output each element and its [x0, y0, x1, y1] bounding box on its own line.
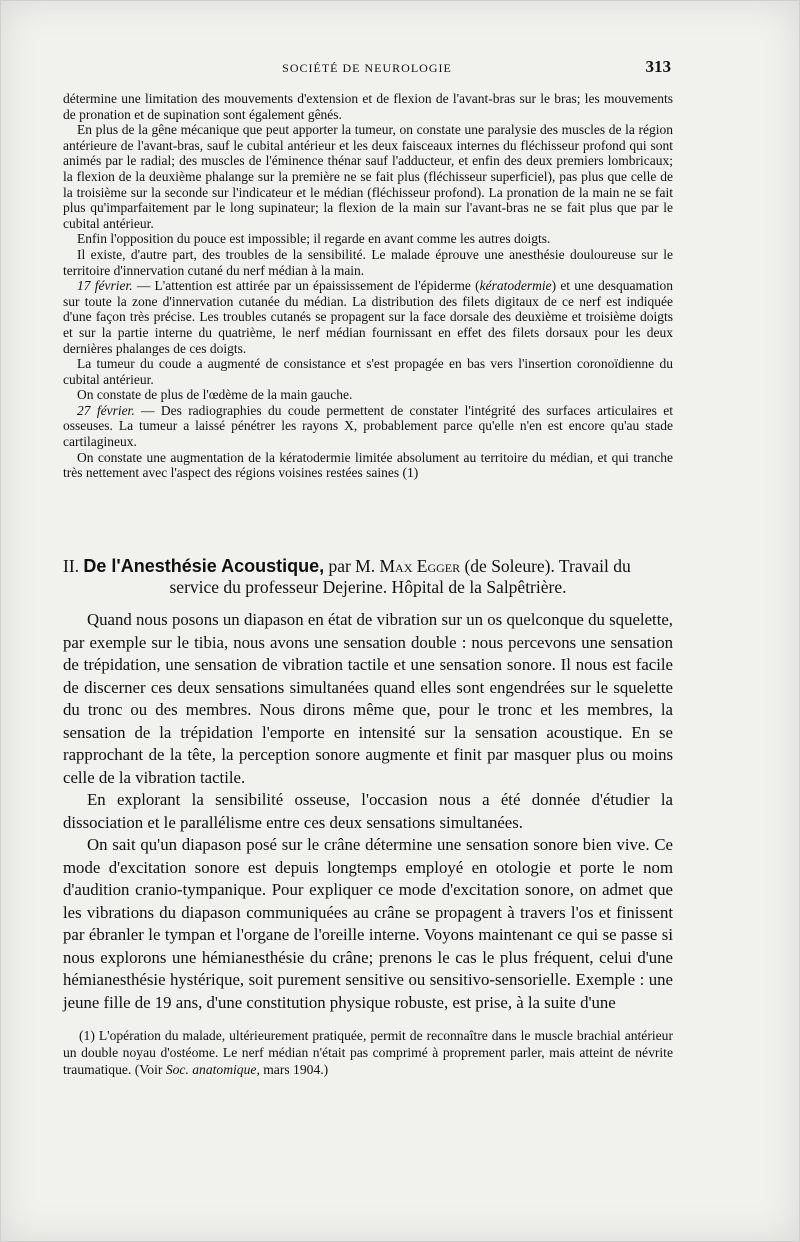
entry-date: 17 février. — [77, 278, 133, 294]
entry-date: 27 février. — [77, 402, 135, 418]
section-author: Max Egger — [379, 556, 461, 576]
case-paragraph: Il existe, d'autre part, des troubles de la sensibilité. Le malade éprouve une anesthésie douloureuse sur le territoire d'innervation cutané du nerf médian à la main. — [63, 246, 673, 278]
section-affiliation: (de Soleure). Travail du — [460, 556, 631, 576]
case-paragraph: En plus de la gêne mécanique que peut apporter la tumeur, on constate une paralysie des muscles de la région antérieure de l'avant-bras, sauf le cubital antérieur et les deux faisceaux internes du fléchisseur profond qui sont animés par le radial; des muscles de l'éminence thénar sauf l'adducteur, et enfin des deux premiers lombricaux; la flexion de la deuxième phalange sur la première ne se fait plus (fléchisseur superficiel), pas plus que celle de la troisième sur la seconde sur l'indicateur et le médian (fléchisseur profond). La pronation de la main ne se fait plus qu'imparfaitement par le long supinateur; la flexion de la main sur l'avant-bras ne se fait plus que par le cubital antérieur. — [63, 122, 673, 231]
case-paragraph: La tumeur du coude a augmenté de consistance et s'est propagée en bas vers l'insertion coronoïdienne du cubital antérieur. — [63, 356, 673, 387]
body-paragraph: En explorant la sensibilité osseuse, l'occasion nous a été donnée d'étudier la dissociation et le parallélisme entre ces deux sensations simultanées. — [63, 790, 673, 832]
case-paragraph: On constate de plus de l'œdème de la main gauche. — [77, 387, 353, 403]
case-paragraph: Enfin l'opposition du pouce est impossible; il regarde en avant comme les autres doigts. — [77, 231, 551, 247]
section-affiliation-line2: service du professeur Dejerine. Hôpital de la Salpêtrière. — [169, 577, 567, 597]
term: kératodermie — [479, 278, 552, 294]
footnote-text: (1) L'opération du malade, ultérieurement pratiquée, permit de reconnaître dans le muscle brachial antérieur un double noyau d'ostéome. Le nerf médian n'était pas comprimé à proprement parler, mais atteint de névrite traumatique. (Voir — [63, 1028, 673, 1077]
page-number: 313 — [645, 57, 671, 76]
case-text: — Des radiographies du coude permettent de constater l'intégrité des surfaces articulaires et osseuses. La tumeur a laissé pénétrer les rayons X, probablement parce qu'elle n'en est encore qu'au stade cartilagineux. — [63, 402, 673, 450]
section-by: par M. — [324, 556, 380, 576]
page-header — [63, 59, 671, 79]
section-number: II. — [63, 556, 84, 576]
running-head: SOCIÉTÉ DE NEUROLOGIE — [282, 61, 452, 75]
body-paragraph: Quand nous posons un diapason en état de vibration sur un os quelconque du squelette, par exemple sur le tibia, nous avons une sensation double : nous percevons une sensation de trépidation, une sensation de vibration tactile et une sensation sonore. Il nous est facile de discerner ces deux sensations simultanées quand elles sont engendrées sur le squelette du tronc ou des membres. Nous dirons même que, pour le tronc et les membres, la sensation de la trépidation l'emporte en intensité sur la sensation acoustique. En se rapprochant de la tête, la perception sonore augmente et finit par masquer plus ou moins celle de la vibration tactile. — [63, 610, 673, 787]
footnote-source: Soc. anatomique — [165, 1062, 257, 1077]
footnote-paragraph — [63, 1027, 673, 1078]
case-report — [63, 91, 673, 481]
body-paragraph: On sait qu'un diapason posé sur le crâne détermine une sensation sonore bien vive. Ce mode d'excitation sonore est depuis longtemps employé en otologie et porte le nom d'audition cranio-tympanique. Pour expliquer ce mode d'excitation sonore, on admet que les vibrations du diapason communiquées au crâne se propagent à travers l'os et finissent par ébranler le tympan et l'organe de l'oreille interne. Voyons maintenant ce qui se passe si nous explorons une hémianesthésie du crâne; prenons le cas le plus fréquent, celui d'une hémianesthésie hystérique, soit purement sensitive ou sensitivo-sensorielle. Exemple : une jeune fille de 19 ans, d'une constitution physique robuste, est prise, à la suite d'une — [63, 835, 673, 1012]
section-title: De l'Anesthésie Acoustique, — [83, 556, 325, 576]
footnote — [63, 1027, 673, 1078]
footnote-text: , mars 1904.) — [256, 1062, 329, 1077]
case-paragraph: On constate une augmentation de la kératodermie limitée absolument au territoire du médian, et qui tranche très nettement avec l'aspect des régions voisines restées saines (1) — [63, 449, 673, 481]
section-heading — [63, 556, 673, 598]
case-text: — L'attention est attirée par un épaississement de l'épiderme ( — [132, 278, 480, 294]
case-paragraph: détermine une limitation des mouvements d'extension et de flexion de l'avant-bras sur le bras; les mouvements de pronation et de supination sont également gênés. — [63, 91, 673, 122]
case-text: ) et une desquamation sur toute la zone d'innervation cutanée du médian. La distribution des filets digitaux de ce nerf est indiquée d'une façon très précise. Les troubles cutanés se propagent sur la face dorsale des deuxième et troisième doigts et sur la partie interne du quatrième, le nerf médian fournissant en effet des filets dorsaux pour les deux dernières phalanges de ces doigts. — [63, 278, 673, 356]
case-paragraph — [63, 403, 673, 450]
case-paragraph — [63, 278, 673, 356]
article-body — [63, 609, 673, 1014]
